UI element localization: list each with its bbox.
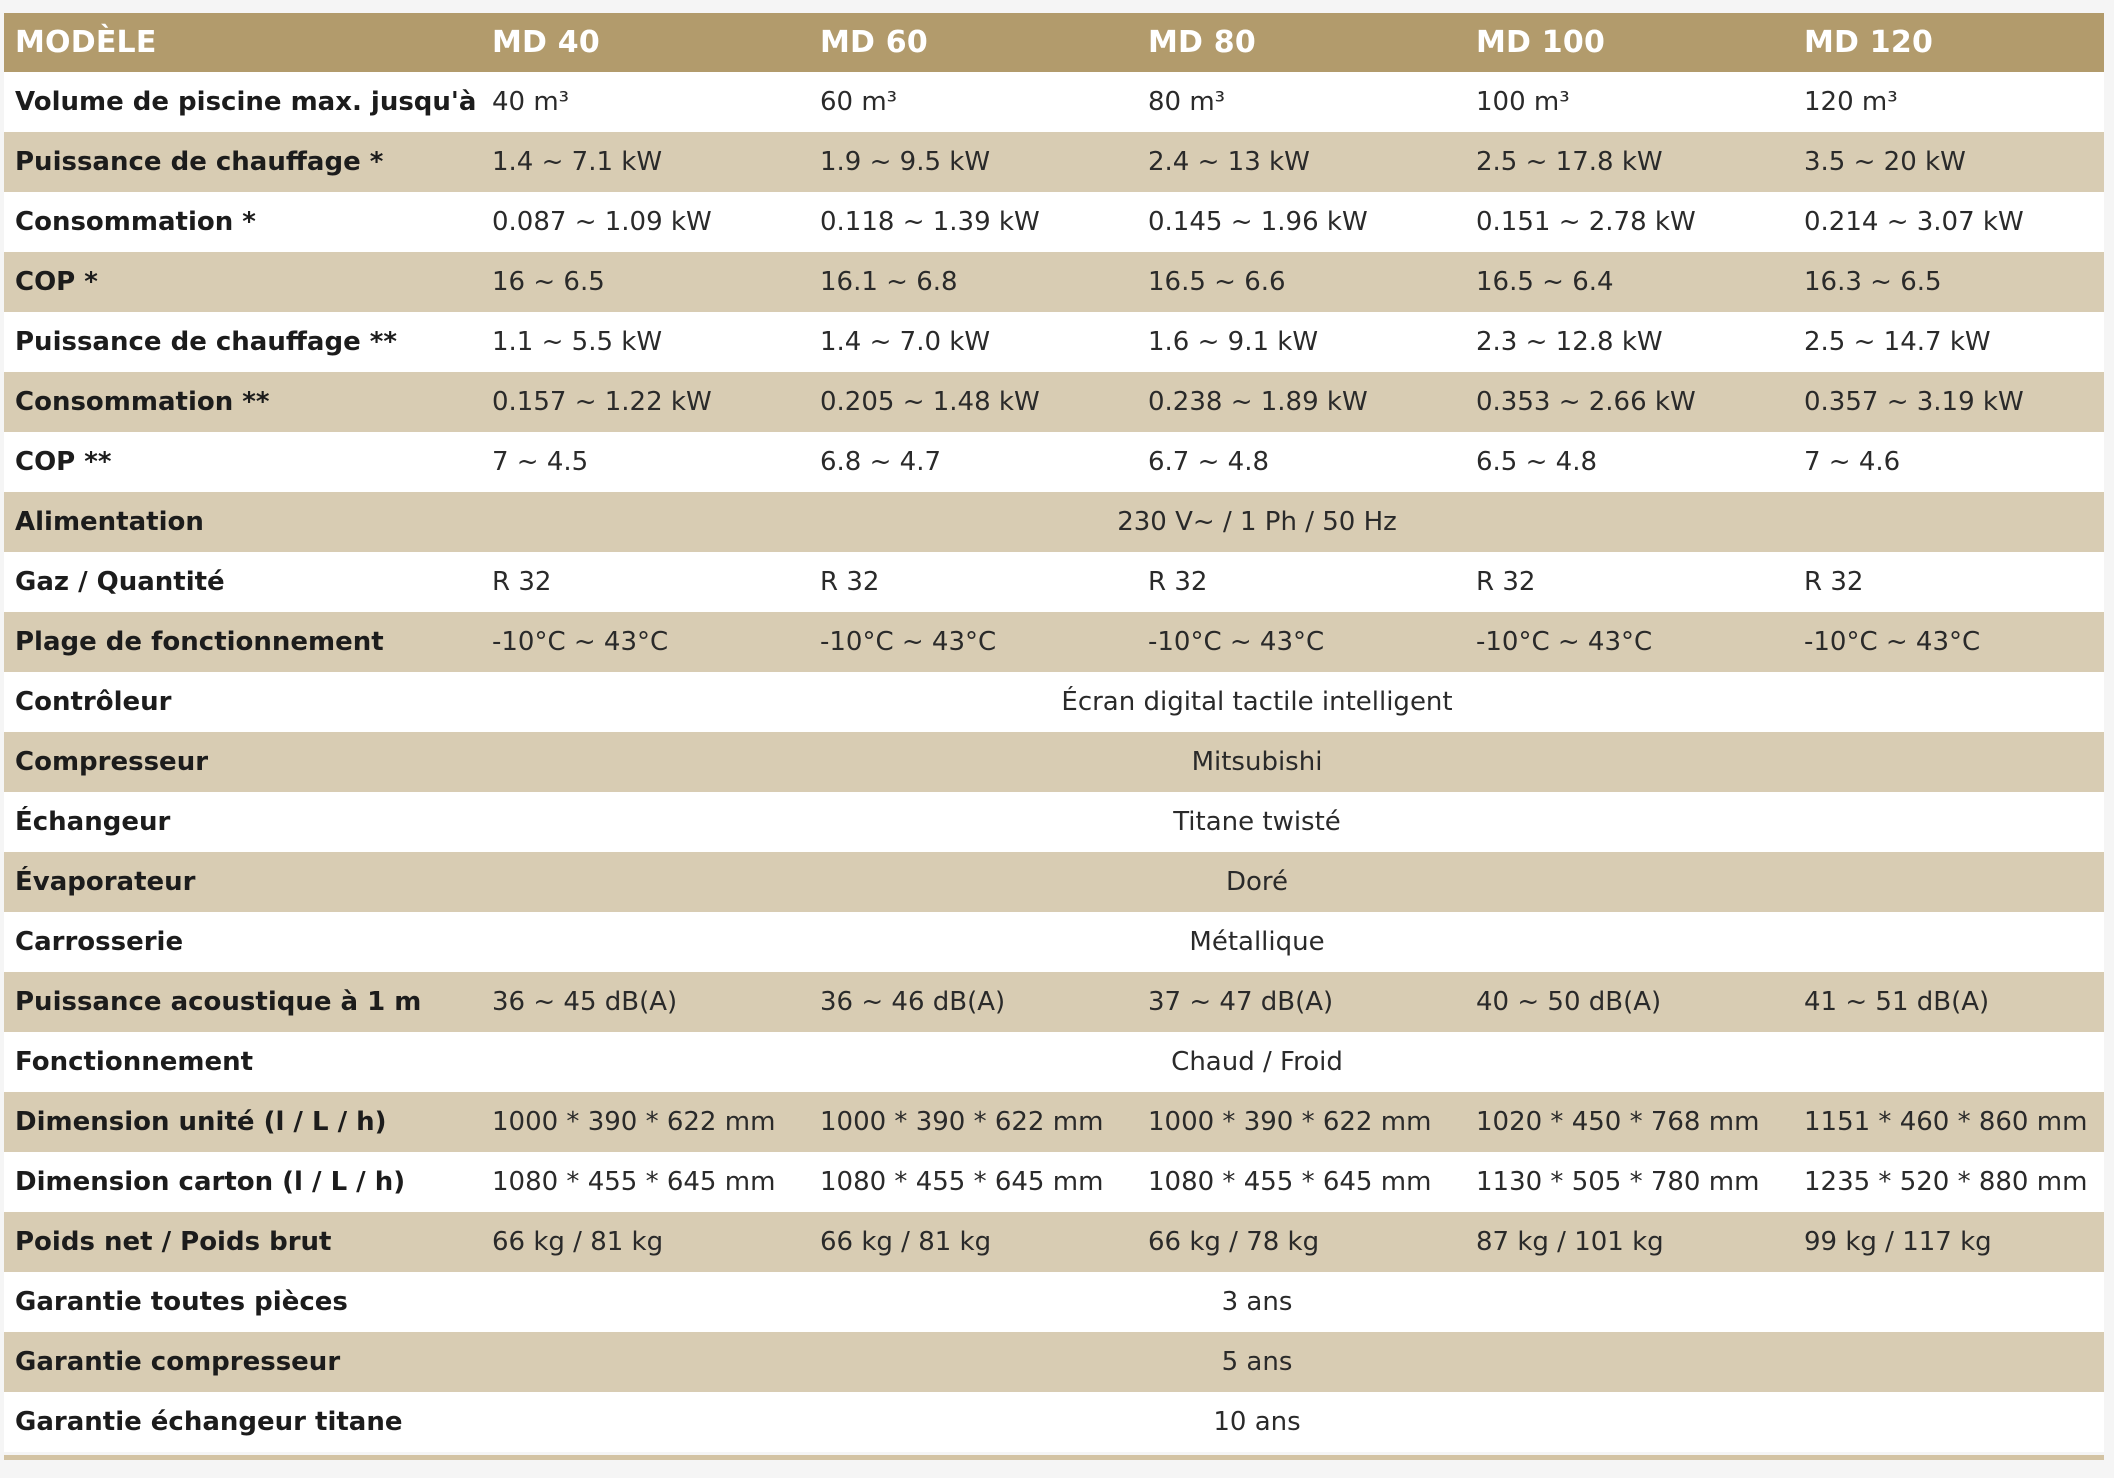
value-cell: 16.5 ~ 6.4 [1476, 267, 1614, 297]
table-row [4, 72, 2104, 132]
model-header-md120: MD 120 [1792, 13, 2104, 72]
value-cell: 0.151 ~ 2.78 kW [1476, 207, 1696, 237]
value-cell: 1.4 ~ 7.0 kW [820, 327, 991, 357]
value-cell: 6.8 ~ 4.7 [820, 447, 942, 477]
table-row [4, 372, 2104, 432]
table-row [4, 852, 2104, 912]
value-cell: 0.145 ~ 1.96 kW [1148, 207, 1368, 237]
value-cell: 1151 * 460 * 860 mm [1804, 1107, 2088, 1137]
value-cell: 1020 * 450 * 768 mm [1476, 1107, 1760, 1137]
table-row [4, 972, 2104, 1032]
row-label: Garantie toutes pièces [15, 1287, 348, 1317]
row-label: Compresseur [15, 747, 209, 777]
model-header-md40: MD 40 [480, 13, 808, 72]
row-label: Gaz / Quantité [15, 567, 225, 597]
value-cell: 1080 * 455 * 645 mm [492, 1167, 776, 1197]
value-cell: 36 ~ 45 dB(A) [492, 987, 678, 1017]
table-bottom-rule [4, 1455, 2104, 1460]
table-row [4, 792, 2104, 852]
value-cell: 1000 * 390 * 622 mm [492, 1107, 776, 1137]
table-row [4, 312, 2104, 372]
value-cell: 87 kg / 101 kg [1476, 1227, 1664, 1257]
model-header-md60: MD 60 [808, 13, 1136, 72]
merged-value-cell: 230 V~ / 1 Ph / 50 Hz [1117, 507, 1397, 537]
value-cell: 16 ~ 6.5 [492, 267, 605, 297]
value-cell: 2.3 ~ 12.8 kW [1476, 327, 1663, 357]
value-cell: 36 ~ 46 dB(A) [820, 987, 1006, 1017]
row-label: Carrosserie [15, 927, 184, 957]
row-label: Garantie échangeur titane [15, 1407, 403, 1437]
value-cell: 40 m³ [492, 87, 570, 117]
value-cell: 16.3 ~ 6.5 [1804, 267, 1942, 297]
value-cell: 120 m³ [1804, 87, 1898, 117]
table-row [4, 492, 2104, 552]
value-cell: 3.5 ~ 20 kW [1804, 147, 1966, 177]
model-header-md100: MD 100 [1464, 13, 1792, 72]
table-row [4, 612, 2104, 672]
row-label: Volume de piscine max. jusqu'à [15, 87, 477, 117]
value-cell: 40 ~ 50 dB(A) [1476, 987, 1662, 1017]
table-row [4, 1272, 2104, 1332]
value-cell: 2.5 ~ 17.8 kW [1476, 147, 1663, 177]
merged-value-cell: 5 ans [1221, 1347, 1293, 1377]
value-cell: R 32 [820, 567, 880, 597]
table-row [4, 1152, 2104, 1212]
table-row [4, 732, 2104, 792]
value-cell: 2.5 ~ 14.7 kW [1804, 327, 1991, 357]
value-cell: 0.157 ~ 1.22 kW [492, 387, 712, 417]
row-label: Dimension unité (l / L / h) [15, 1107, 387, 1137]
value-cell: 0.353 ~ 2.66 kW [1476, 387, 1696, 417]
value-cell: 0.238 ~ 1.89 kW [1148, 387, 1368, 417]
value-cell: 1.4 ~ 7.1 kW [492, 147, 663, 177]
row-label: Poids net / Poids brut [15, 1227, 332, 1257]
row-label: Contrôleur [15, 687, 172, 717]
specifications-table [4, 13, 2104, 1452]
table-row [4, 1032, 2104, 1092]
merged-value-cell: Titane twisté [1173, 807, 1341, 837]
value-cell: 60 m³ [820, 87, 898, 117]
value-cell: 0.087 ~ 1.09 kW [492, 207, 712, 237]
value-cell: 99 kg / 117 kg [1804, 1227, 1992, 1257]
value-cell: 6.7 ~ 4.8 [1148, 447, 1270, 477]
value-cell: 1235 * 520 * 880 mm [1804, 1167, 2088, 1197]
value-cell: 16.1 ~ 6.8 [820, 267, 958, 297]
merged-value-cell: Mitsubishi [1191, 747, 1323, 777]
value-cell: 1.9 ~ 9.5 kW [820, 147, 991, 177]
value-cell: 1080 * 455 * 645 mm [820, 1167, 1104, 1197]
value-cell: -10°C ~ 43°C [820, 627, 997, 657]
value-cell: 37 ~ 47 dB(A) [1148, 987, 1334, 1017]
table-row [4, 912, 2104, 972]
value-cell: 2.4 ~ 13 kW [1148, 147, 1310, 177]
value-cell: 1000 * 390 * 622 mm [820, 1107, 1104, 1137]
table-row [4, 1332, 2104, 1392]
merged-value-cell: 3 ans [1221, 1287, 1293, 1317]
value-cell: R 32 [1148, 567, 1208, 597]
table-row [4, 552, 2104, 612]
row-label: Plage de fonctionnement [15, 627, 384, 657]
value-cell: 6.5 ~ 4.8 [1476, 447, 1598, 477]
value-cell: 0.118 ~ 1.39 kW [820, 207, 1040, 237]
model-header-md80: MD 80 [1136, 13, 1464, 72]
value-cell: 66 kg / 78 kg [1148, 1227, 1320, 1257]
table-row [4, 132, 2104, 192]
row-label: Puissance de chauffage * [15, 147, 384, 177]
row-label: COP * [15, 267, 98, 297]
value-cell: 7 ~ 4.5 [492, 447, 589, 477]
value-cell: 1130 * 505 * 780 mm [1476, 1167, 1760, 1197]
merged-value-cell: Doré [1225, 867, 1289, 897]
value-cell: 1000 * 390 * 622 mm [1148, 1107, 1432, 1137]
table-header [4, 13, 2104, 72]
merged-value-cell: Chaud / Froid [1171, 1047, 1343, 1077]
row-label: Puissance acoustique à 1 m [15, 987, 422, 1017]
header-label-cell: MODÈLE [4, 13, 480, 72]
value-cell: R 32 [1476, 567, 1536, 597]
value-cell: 0.205 ~ 1.48 kW [820, 387, 1040, 417]
table-row [4, 432, 2104, 492]
row-label: Puissance de chauffage ** [15, 327, 397, 357]
value-cell: 1.6 ~ 9.1 kW [1148, 327, 1319, 357]
value-cell: -10°C ~ 43°C [1804, 627, 1981, 657]
value-cell: 0.214 ~ 3.07 kW [1804, 207, 2024, 237]
value-cell: -10°C ~ 43°C [492, 627, 669, 657]
table-row [4, 672, 2104, 732]
value-cell: 0.357 ~ 3.19 kW [1804, 387, 2024, 417]
header-row [4, 13, 2104, 72]
row-label: Fonctionnement [15, 1047, 254, 1077]
value-cell: -10°C ~ 43°C [1148, 627, 1325, 657]
table-body [4, 72, 2104, 1452]
row-label: Échangeur [15, 807, 171, 837]
table-row [4, 1212, 2104, 1272]
row-label: Consommation * [15, 207, 256, 237]
merged-value-cell: Métallique [1189, 927, 1325, 957]
row-label: Consommation ** [15, 387, 270, 417]
value-cell: 66 kg / 81 kg [492, 1227, 664, 1257]
value-cell: R 32 [492, 567, 552, 597]
row-label: Évaporateur [15, 867, 196, 897]
value-cell: 1.1 ~ 5.5 kW [492, 327, 663, 357]
row-label: COP ** [15, 447, 112, 477]
row-label: Alimentation [15, 507, 204, 537]
value-cell: 7 ~ 4.6 [1804, 447, 1901, 477]
table-row [4, 252, 2104, 312]
value-cell: 16.5 ~ 6.6 [1148, 267, 1286, 297]
row-label: Garantie compresseur [15, 1347, 341, 1377]
row-label: Dimension carton (l / L / h) [15, 1167, 406, 1197]
value-cell: -10°C ~ 43°C [1476, 627, 1653, 657]
table-row [4, 1092, 2104, 1152]
value-cell: 41 ~ 51 dB(A) [1804, 987, 1990, 1017]
value-cell: 1080 * 455 * 645 mm [1148, 1167, 1432, 1197]
table-row [4, 192, 2104, 252]
value-cell: 80 m³ [1148, 87, 1226, 117]
value-cell: 100 m³ [1476, 87, 1570, 117]
value-cell: 66 kg / 81 kg [820, 1227, 992, 1257]
table-row [4, 1392, 2104, 1452]
merged-value-cell: Écran digital tactile intelligent [1061, 687, 1453, 717]
merged-value-cell: 10 ans [1213, 1407, 1301, 1437]
value-cell: R 32 [1804, 567, 1864, 597]
